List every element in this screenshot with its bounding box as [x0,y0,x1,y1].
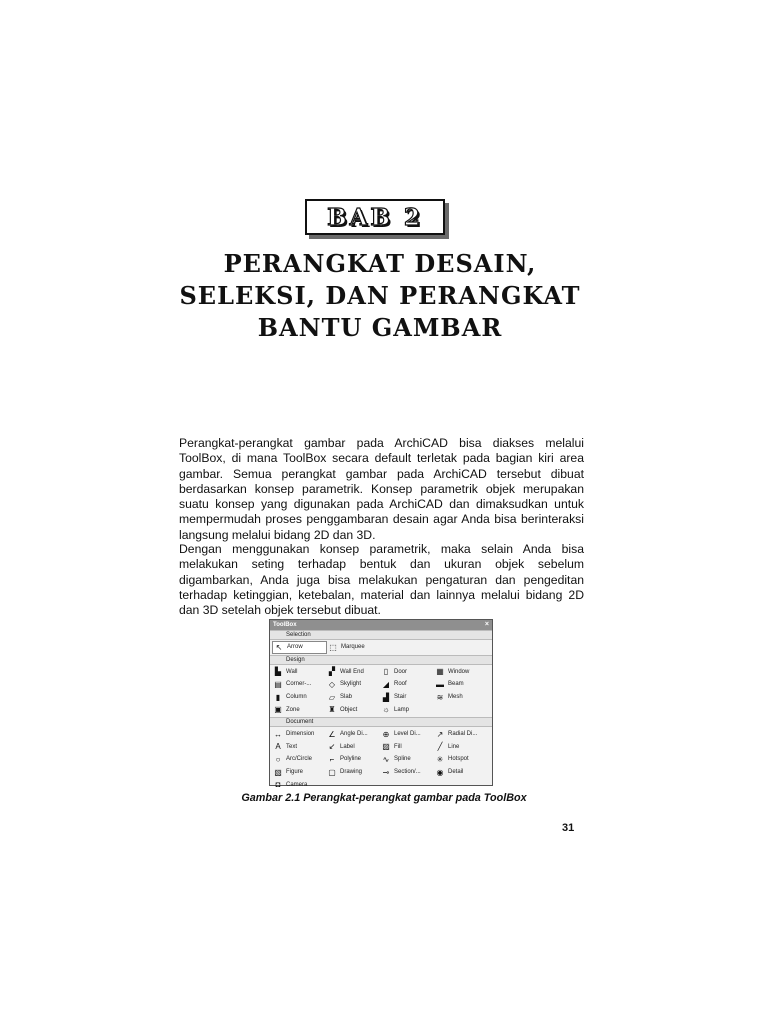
toolbox-selection-grid [270,640,492,655]
page-number: 31 [562,822,575,834]
tool-dimension[interactable] [272,728,326,741]
chapter-title-line: SELEKSI, DAN PERANGKAT [179,281,581,310]
camera-icon: ◘ [275,780,281,790]
detail-icon: ◉ [436,767,444,777]
tool-label[interactable] [326,741,380,754]
tool-corner-window[interactable] [272,678,326,691]
lamp-icon: ☼ [382,705,390,715]
mesh-icon: ≋ [436,692,444,702]
tool-label: Level Di... [394,731,421,738]
tool-label: Corner-... [286,681,312,688]
radial-dimension-icon: ↗ [436,729,444,739]
tool-label: Hotspot [448,756,469,763]
tool-label: Text [286,743,298,750]
tool-label: Skylight [340,681,362,688]
wall-end-icon: ▞ [328,667,336,677]
tool-wall-end[interactable] [326,666,380,679]
body-paragraph: Dengan menggunakan konsep parametrik, maka selain Anda bisa melakukan seting terhadap bentuk dan ukuran objek sebelum digambarkan, Anda juga bisa melakukan pengaturan dan pengeditan terhadap ketinggian, ketebalan, material dan lainnya melalui bidang 2D dan 3D setelah objek tersebut dibuat. [179,542,584,618]
tool-label: Polyline [340,756,362,763]
tool-wall[interactable] [272,666,326,679]
tool-label: Zone [286,706,300,713]
tool-mesh[interactable] [434,691,488,704]
chapter-label-box [305,199,449,239]
window-icon: ▦ [436,667,444,677]
tool-label: Camera [286,781,308,788]
wall-icon: ▙ [274,667,282,677]
tool-label: Line [448,743,460,750]
corner-window-icon: ▤ [274,679,282,689]
tool-label: Detail [448,769,464,776]
tool-label: Marquee [341,644,365,651]
angle-dimension-icon: ∠ [328,729,336,739]
figure-caption: Gambar 2.1 Perangkat-perangkat gambar pada ToolBox [241,792,527,804]
tool-label: Column [286,694,307,701]
dimension-icon: ↔ [274,729,282,739]
tool-label: Object [340,706,358,713]
tool-slab[interactable] [326,691,380,704]
fill-icon: ▨ [382,742,390,752]
tool-drawing[interactable] [326,766,380,779]
column-icon: ▮ [275,692,281,702]
tool-column[interactable] [272,691,326,704]
toolbox-design-grid [270,665,492,717]
tool-label: Lamp [394,706,410,713]
tool-label: Label [340,743,355,750]
tool-beam[interactable] [434,678,488,691]
chapter-label-frame [305,199,445,235]
toolbox-window [269,619,493,790]
object-icon: ♜ [328,705,336,715]
tool-section[interactable] [380,766,434,779]
tool-hotspot[interactable] [434,753,488,766]
tool-spline[interactable] [380,753,434,766]
tool-object[interactable] [326,703,380,716]
tool-text[interactable] [272,741,326,754]
marquee-icon: ⬚ [329,642,337,652]
tool-label: Spline [394,756,411,763]
tool-stair[interactable] [380,691,434,704]
body-paragraph: Perangkat-perangkat gambar pada ArchiCAD bisa diakses melalui ToolBox, di mana ToolBox secara default terletak pada bagian kiri area gambar. Semua perangkat gambar pada ArchiCAD tersebut dibuat berdasarkan konsep parametrik. Konsep parametrik objek merupakan suatu konsep yang digunakan pada ArchiCAD dan dimaksudkan untuk mempermudah proses penggambaran desain agar Anda bisa berinteraksi langsung melalui bidang 2D dan 3D. [179,436,584,542]
chapter-title-line: BANTU GAMBAR [257,313,503,342]
tool-label: Beam [448,681,464,688]
tool-label: Arc/Circle [286,756,313,763]
tool-radial-dimension[interactable] [434,728,488,741]
toolbox-section-design: Design [270,655,492,665]
roof-icon: ◢ [382,679,390,689]
tool-level-dimension[interactable] [380,728,434,741]
tool-window[interactable] [434,666,488,679]
tool-arc-circle[interactable] [272,753,326,766]
tool-label: Door [394,668,408,675]
drawing-icon: ▢ [328,767,336,777]
level-dimension-icon: ⊕ [382,729,390,739]
tool-label: Wall [286,668,298,675]
section-icon: ⊸ [382,767,390,777]
tool-label: Roof [394,681,407,688]
tool-skylight[interactable] [326,678,380,691]
tool-label: Figure [286,769,304,776]
spline-icon: ∿ [382,754,390,764]
beam-icon: ▬ [436,679,444,689]
toolbox-document-grid [270,727,492,792]
figure-icon: ▧ [274,767,282,777]
slab-icon: ▱ [328,692,336,702]
tool-label: Wall End [340,668,364,675]
tool-fill[interactable] [380,741,434,754]
stair-icon: ▟ [382,692,390,702]
chapter-title-line: PERANGKAT DESAIN, [223,249,537,278]
tool-figure[interactable] [272,766,326,779]
toolbox-section-document: Document [270,717,492,727]
tool-label: Stair [394,694,407,701]
tool-roof[interactable] [380,678,434,691]
tool-label: Angle Di... [340,731,368,738]
label-icon: ↙ [328,742,336,752]
tool-label: Slab [340,694,353,701]
zone-icon: ▣ [274,705,282,715]
tool-label: Arrow [287,644,303,651]
toolbox-title: ToolBox [273,622,297,628]
toolbox-section-selection: Selection [270,630,492,640]
tool-label: Window [448,668,470,675]
text-icon: A [275,742,281,752]
arc-circle-icon: ○ [275,754,281,764]
tool-angle-dimension[interactable] [326,728,380,741]
chapter-title [150,248,610,344]
tool-polyline[interactable] [326,753,380,766]
tool-label: Section/... [394,769,421,776]
tool-lamp[interactable] [380,703,434,716]
door-icon: ▯ [383,667,389,677]
tool-label: Drawing [340,769,363,776]
tool-label: Radial Di... [448,731,478,738]
tool-label: Dimension [286,731,315,738]
chapter-label: BAB 2 [327,203,423,231]
tool-label: Mesh [448,694,463,701]
tool-detail[interactable] [434,766,488,779]
tool-zone[interactable] [272,703,326,716]
tool-camera[interactable] [272,778,326,791]
tool-line[interactable] [434,741,488,754]
skylight-icon: ◇ [328,679,336,689]
polyline-icon: ⌐ [329,754,335,764]
arrow-icon: ↖ [275,642,283,652]
tool-door[interactable] [380,666,434,679]
toolbox-title-bar [270,620,492,630]
line-icon: ╱ [437,742,443,752]
close-icon[interactable]: × [484,621,489,628]
tool-label: Fill [394,743,402,750]
tool-arrow[interactable] [272,641,327,654]
tool-marquee[interactable] [327,641,407,654]
hotspot-icon: ✳ [436,754,444,764]
